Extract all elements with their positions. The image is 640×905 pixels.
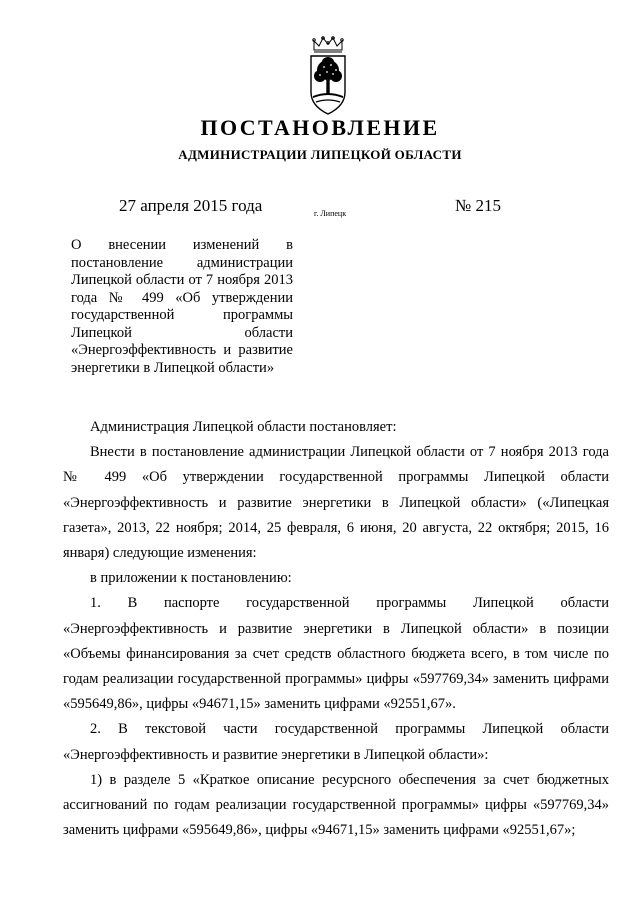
document-number: № 215 bbox=[455, 196, 501, 215]
paragraph: 1. В паспорте государственной программы Липецкой области «Энергоэффективность и развитие энергетики в Липецкой области» в позиции «Объемы финансирования за счет средств областного бюджета всего, в том числе по годам реализации государственной программы» цифры «597769,34» заменить цифрами «595649,86», цифры «94671,15» заменить цифрами «92551,67». bbox=[63, 595, 609, 713]
paragraph: 1) в разделе 5 «Краткое описание ресурсного обеспечения за счет бюджетных ассигнований по годам реализации государственной программы» цифры «597769,34» заменить цифрами «595649,86», цифры «94671,15» заменить цифрами «92551,67»; bbox=[63, 771, 609, 839]
paragraph: Администрация Липецкой области постановляет: bbox=[90, 419, 397, 435]
document-date: 27 апреля 2015 года bbox=[119, 196, 263, 215]
document-title: ПОСТАНОВЛЕНИЕ bbox=[200, 115, 440, 140]
document-issuer: АДМИНИСТРАЦИИ ЛИПЕЦКОЙ ОБЛАСТИ bbox=[178, 147, 462, 162]
paragraph: 2. В текстовой части государственной программы Липецкой области «Энергоэффективность и развитие энергетики в Липецкой области»: bbox=[63, 721, 609, 763]
document-city: г. Липецк bbox=[314, 209, 347, 218]
document-subject: О внесении изменений в постановление администрации Липецкой области от 7 ноября 2013 года № 499 «Об утверждении государственной программы Липецкой области «Энергоэффективность и развитие энергетики в Липецкой области» bbox=[71, 237, 293, 376]
paragraph: Внести в постановление администрации Липецкой области от 7 ноября 2013 года № 499 «Об утверждении государственной программы Липецкой области «Энергоэффективность и развитие энергетики в Липецкой области» («Липецкая газета», 2013, 22 ноября; 2014, 25 февраля, 6 июня, 20 августа, 22 октября; 2015, 16 января) следующие изменения: bbox=[63, 444, 609, 562]
document-body bbox=[63, 415, 609, 843]
coat-of-arms-icon bbox=[298, 34, 358, 118]
paragraph: в приложении к постановлению: bbox=[90, 570, 292, 587]
